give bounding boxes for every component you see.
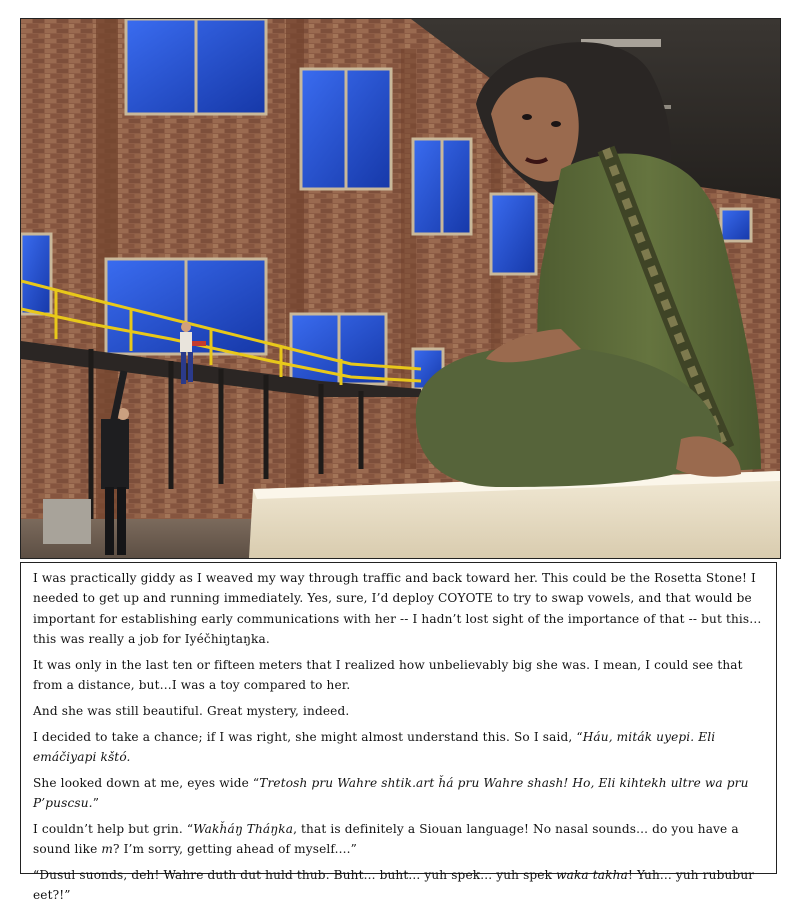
caption-paragraph	[33, 727, 767, 768]
caption-italic-text: m	[101, 842, 113, 857]
caption-text: ! Yuh... yuh rububur eet?!”	[33, 867, 755, 903]
caption-text: ”	[92, 795, 100, 810]
caption-text: And she was still beautiful. Great mystery, indeed.	[33, 703, 350, 718]
caption-text: I couldn’t help but grin. “	[33, 821, 194, 836]
caption-paragraph	[33, 819, 767, 860]
caption-paragraph	[33, 773, 767, 814]
caption-text: She looked down at me, eyes wide “	[33, 775, 260, 790]
caption-italic-text: waka takha	[556, 867, 628, 882]
caption-paragraph	[33, 655, 767, 696]
caption-paragraph	[33, 568, 767, 649]
caption-italic-text: Tretosh pru Wahre shtik.art ȟá pru Wahre shash! Ho, Eli kihtekh ultre wa pru P’puscsu.	[33, 775, 749, 810]
caption-paragraph	[33, 865, 767, 905]
caption-text: I decided to take a chance; if I was right, she might almost understand this. So I said, “	[33, 729, 583, 744]
caption-paragraph	[33, 701, 767, 721]
caption-text: ? I’m sorry, getting ahead of myself....”	[113, 842, 357, 857]
caption-text: “Dusul suonds, deh! Wahre duth dut huld thub. Buht... buht... yuh spek... yuh spek	[33, 867, 557, 882]
caption-text: It was only in the last ten or fifteen meters that I realized how unbelievably big she was. I mean, I could see that from a distance, but…I was a toy compared to her.	[33, 657, 743, 692]
caption-text: I was practically giddy as I weaved my way through traffic and back toward her. This could be the Rosetta Stone! I needed to get up and running immediately. Yes, sure, I’d deploy COYOTE to try to swap vowels, and that would be important for establishing early communications with her -- I hadn’t lost sight of the importance of that -- but this…this was really a job for Iyéčhiŋtaŋka.	[33, 571, 762, 646]
caption-text: , that is definitely a Siouan language! No nasal sounds... do you have a sound like	[33, 821, 739, 857]
comic-panel-illustration	[20, 18, 781, 559]
stone-block	[43, 499, 91, 544]
caption-box	[20, 562, 777, 903]
caption-italic-text: Wakȟáŋ Tháŋka	[193, 821, 294, 836]
caption-italic-text: Háu, miták uyepi. Eli emáčiyapi kštó.	[33, 729, 716, 764]
